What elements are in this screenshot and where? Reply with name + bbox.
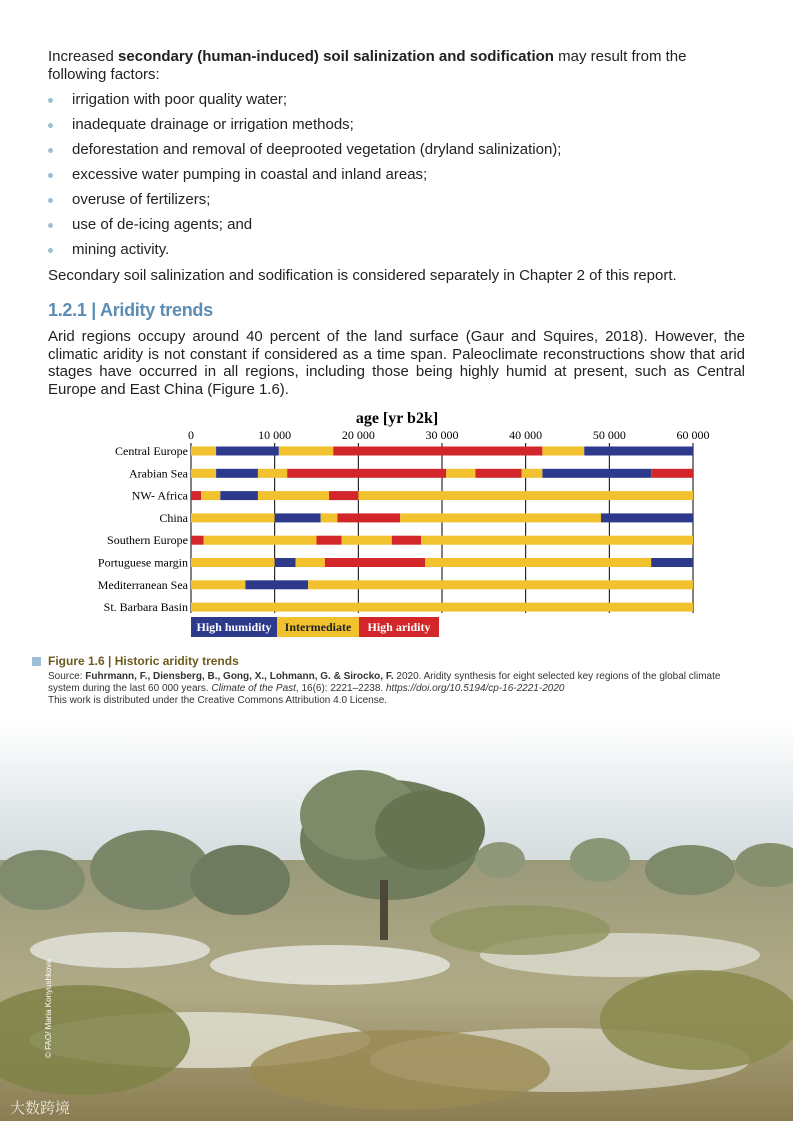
region-label: Mediterranean Sea xyxy=(97,577,188,592)
aridity-segment xyxy=(191,513,275,522)
aridity-segment xyxy=(317,536,342,545)
list-item: excessive water pumping in coastal and inland areas; xyxy=(48,165,748,190)
aridity-segment xyxy=(287,469,446,478)
aridity-segment xyxy=(258,469,287,478)
chapter-note: Secondary soil salinization and sodification is considered separately in Chapter 2 of this report. xyxy=(48,267,677,284)
aridity-segment xyxy=(542,469,651,478)
bullet-icon xyxy=(48,148,53,153)
aridity-segment xyxy=(191,536,204,545)
chart-title: age [yr b2k] xyxy=(355,410,439,427)
aridity-segment xyxy=(216,469,258,478)
aridity-segment xyxy=(191,491,201,500)
aridity-segment xyxy=(342,536,392,545)
watermark-logo: 大数跨境 xyxy=(10,1100,71,1117)
legend-label: High humidity xyxy=(196,620,272,634)
aridity-segment xyxy=(358,491,693,500)
aridity-segment xyxy=(651,469,693,478)
bullet-icon xyxy=(48,248,53,253)
list-item: mining activity. xyxy=(48,240,748,265)
aridity-segment xyxy=(425,558,651,567)
aridity-segment xyxy=(216,447,279,456)
region-label: China xyxy=(159,510,188,525)
aridity-segment xyxy=(542,447,584,456)
aridity-segment xyxy=(601,513,693,522)
aridity-segment xyxy=(651,558,693,567)
intro-bold: secondary (human-induced) soil salinization and sodification xyxy=(118,48,554,65)
bullet-icon xyxy=(48,223,53,228)
caption-marker xyxy=(32,657,41,666)
tick-label: 30 000 xyxy=(425,428,459,442)
aridity-segment xyxy=(521,469,542,478)
aridity-segment xyxy=(191,469,216,478)
intro-tail: may result from the following factors: xyxy=(48,48,687,83)
tick-label: 20 000 xyxy=(341,428,375,442)
tick-label: 40 000 xyxy=(509,428,543,442)
aridity-segment xyxy=(325,558,425,567)
list-item: deforestation and removal of deeprooted vegetation (dryland salinization); xyxy=(48,140,748,165)
aridity-segment xyxy=(191,558,275,567)
aridity-segment xyxy=(191,447,216,456)
landscape-photo xyxy=(0,720,793,1121)
aridity-segment xyxy=(337,513,400,522)
license-note: This work is distributed under the Creative Commons Attribution 4.0 License. xyxy=(48,695,388,706)
aridity-segment xyxy=(245,580,308,589)
aridity-segment xyxy=(258,491,329,500)
tick-label: 60 000 xyxy=(676,428,710,442)
aridity-paragraph: Arid regions occupy around 40 percent of the land surface (Gaur and Squires, 2018). However, the climatic aridity is not constant if considered as a time span. Paleoclimate reconstructions show that arid stages have occurred in all regions, including those being highly humid at present, such as Central Europe and East China (Figure 1.6). xyxy=(48,328,745,398)
region-label: Southern Europe xyxy=(107,533,188,548)
aridity-segment xyxy=(329,491,358,500)
region-label: Central Europe xyxy=(115,444,188,458)
aridity-segment xyxy=(308,580,693,589)
aridity-segment xyxy=(446,469,475,478)
bullet-icon xyxy=(48,98,53,103)
aridity-segment xyxy=(475,469,521,478)
aridity-segment xyxy=(333,447,542,456)
aridity-segment xyxy=(275,513,321,522)
factor-list xyxy=(48,90,748,265)
bullet-icon xyxy=(48,198,53,203)
aridity-segment xyxy=(421,536,693,545)
aridity-segment xyxy=(275,558,296,567)
photo-credit: © FAO/ Maria Konyushkova xyxy=(44,959,53,1058)
bullet-icon xyxy=(48,173,53,178)
legend-label: High aridity xyxy=(367,620,431,634)
aridity-segment xyxy=(204,536,317,545)
aridity-segment xyxy=(296,558,325,567)
aridity-segment xyxy=(201,491,220,500)
tick-label: 10 000 xyxy=(258,428,292,442)
section-heading: 1.2.1 | Aridity trends xyxy=(48,300,213,320)
region-label: St. Barbara Basin xyxy=(103,600,188,615)
aridity-segment xyxy=(392,536,421,545)
aridity-segment xyxy=(191,603,693,612)
bullet-icon xyxy=(48,123,53,128)
list-item: inadequate drainage or irrigation methods; xyxy=(48,115,748,140)
aridity-segment xyxy=(400,513,601,522)
legend-label: Intermediate xyxy=(284,620,352,634)
intro-paragraph xyxy=(48,48,748,84)
region-label: Arabian Sea xyxy=(129,466,188,481)
aridity-segment xyxy=(584,447,693,456)
figure-caption: Figure 1.6 | Historic aridity trends xyxy=(48,654,239,668)
doi-link[interactable]: https://doi.org/10.5194/cp-16-2221-2020 xyxy=(385,683,565,694)
figure-source: Source: Fuhrmann, F., Diensberg, B., Gong, X., Lohmann, G. & Sirocko, F. 2020. Aridity synthesis for eight selected key regions of the global climate system during the last 60 000 years. Climate of the Past, 16(6): 2221–2238. https://doi.org/10.5194/cp-16-2221-2020 This work is distributed under the Creative Commons Attribution 4.0 License. xyxy=(48,671,721,706)
aridity-segment xyxy=(321,513,338,522)
tick-label: 0 xyxy=(188,428,194,442)
aridity-segment xyxy=(220,491,258,500)
list-item: use of de-icing agents; and xyxy=(48,215,748,240)
region-label: NW- Africa xyxy=(131,488,188,503)
intro-lead: Increased xyxy=(48,48,119,65)
aridity-segment xyxy=(279,447,333,456)
aridity-timeline-chart xyxy=(0,400,793,645)
region-label: Portuguese margin xyxy=(97,555,188,570)
aridity-segment xyxy=(191,580,245,589)
tick-label: 50 000 xyxy=(592,428,626,442)
list-item: overuse of fertilizers; xyxy=(48,190,748,215)
list-item: irrigation with poor quality water; xyxy=(48,90,748,115)
